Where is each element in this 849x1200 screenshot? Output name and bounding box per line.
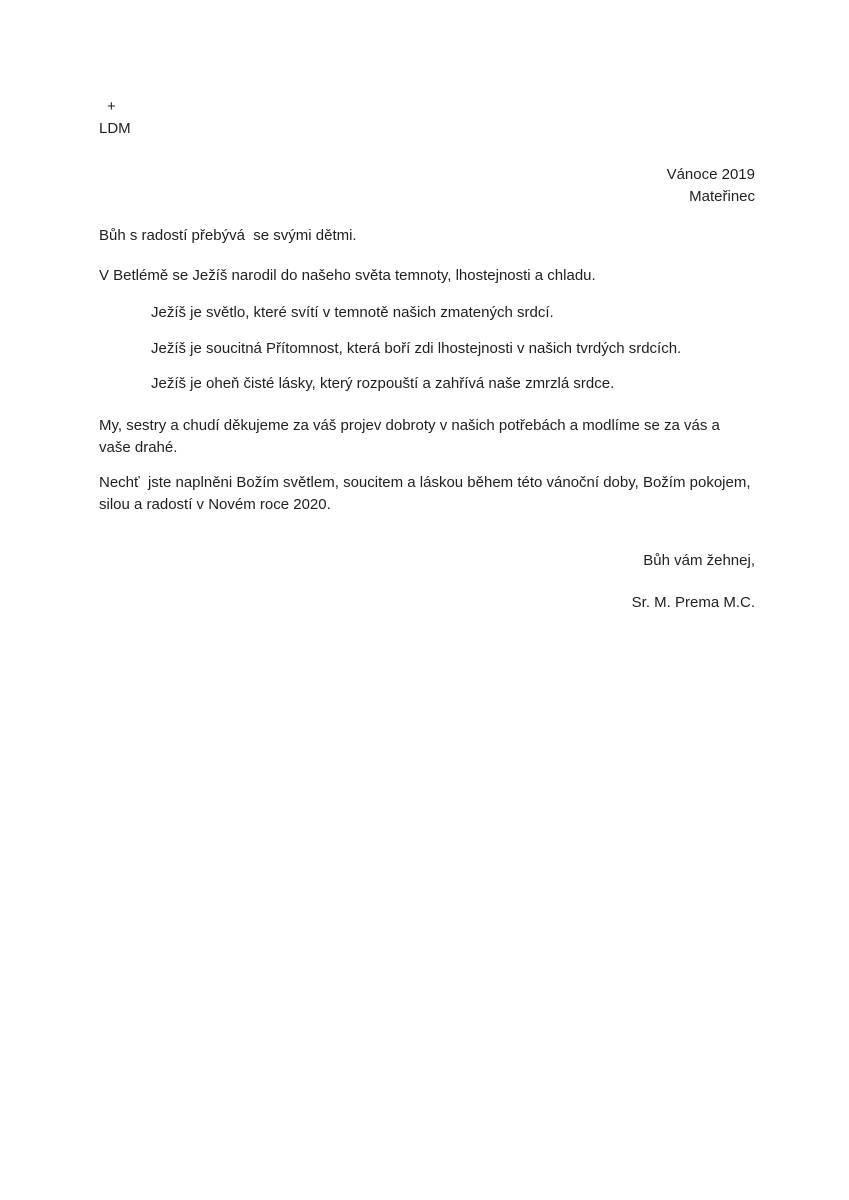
date-block [99,164,755,208]
paragraph-jesus-presence: Ježíš je soucitná Přítomnost, která boří zdi lhostejnosti v našich tvrdých srdcích. [151,340,682,357]
paragraph-thanks: My, sestry a chudí děkujeme za váš projev dobroty v našich potřebách a modlíme se za vás a vaše drahé. [99,417,725,456]
paragraph-jesus-fire: Ježíš je oheň čisté lásky, který rozpouští a zahřívá naše zmrzlá srdce. [151,375,615,392]
paragraph-wish: Nechť jste naplněni Božím světlem, soucitem a láskou během této vánoční doby, Božím pokojem, silou a radostí v Novém roce 2020. [99,474,755,513]
place-line: Mateřinec [689,188,755,205]
paragraph-greeting: Bůh s radostí přebývá se svými dětmi. [99,227,357,244]
letterhead-initials: LDM [99,120,131,137]
signature-line: Sr. M. Prema M.C. [631,594,755,611]
cross-symbol: + [107,98,116,115]
date-line: Vánoce 2019 [666,166,755,183]
paragraph-intro: V Betlémě se Ježíš narodil do našeho světa temnoty, lhostejnosti a chladu. [99,267,596,284]
blessing-line: Bůh vám žehnej, [643,552,755,569]
letter-content [99,0,755,614]
paragraph-jesus-light: Ježíš je světlo, které svítí v temnotě našich zmatených srdcí. [151,304,554,321]
